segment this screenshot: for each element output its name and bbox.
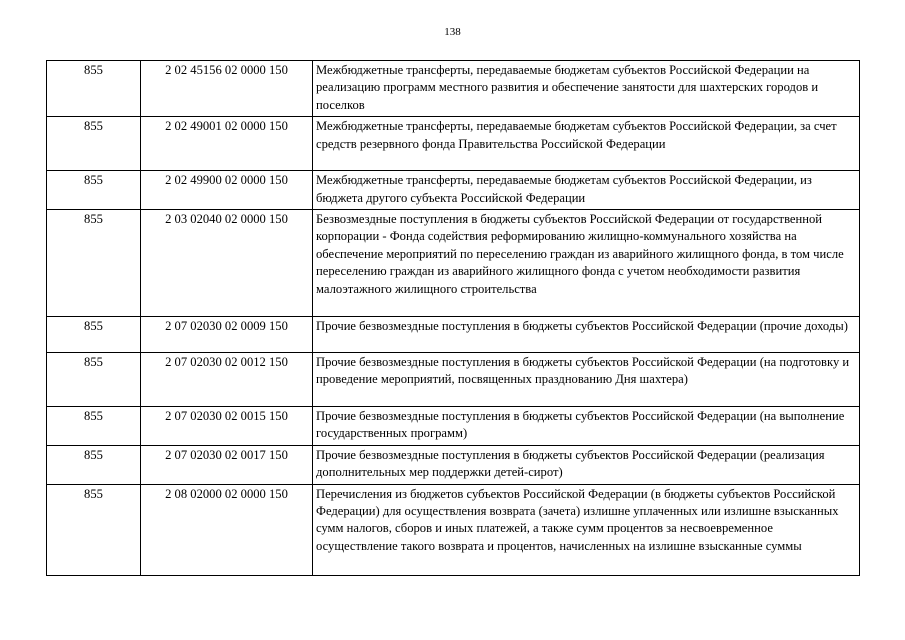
description-cell: Прочие безвозмездные поступления в бюджеты субъектов Российской Федерации (на выполнение государственных программ) bbox=[313, 407, 860, 446]
budget-classification-table bbox=[46, 60, 860, 576]
table-row bbox=[47, 445, 860, 484]
table-row bbox=[47, 171, 860, 210]
table-row bbox=[47, 61, 860, 117]
description-cell: Прочие безвозмездные поступления в бюджеты субъектов Российской Федерации (на подготовку и проведение мероприятий, посвященных празднованию Дня шахтера) bbox=[313, 353, 860, 407]
description-cell: Прочие безвозмездные поступления в бюджеты субъектов Российской Федерации (прочие доходы) bbox=[313, 317, 860, 353]
admin-code-cell: 855 bbox=[47, 117, 141, 171]
admin-code-cell: 855 bbox=[47, 353, 141, 407]
admin-code-cell: 855 bbox=[47, 210, 141, 317]
budget-code-cell: 2 08 02000 02 0000 150 bbox=[141, 484, 313, 575]
table-row bbox=[47, 117, 860, 171]
budget-code-cell: 2 02 49900 02 0000 150 bbox=[141, 171, 313, 210]
budget-code-cell: 2 07 02030 02 0015 150 bbox=[141, 407, 313, 446]
table-row bbox=[47, 317, 860, 353]
admin-code-cell: 855 bbox=[47, 61, 141, 117]
description-cell: Прочие безвозмездные поступления в бюджеты субъектов Российской Федерации (реализация дополнительных мер поддержки детей-сирот) bbox=[313, 445, 860, 484]
budget-code-cell: 2 02 49001 02 0000 150 bbox=[141, 117, 313, 171]
budget-code-cell: 2 07 02030 02 0009 150 bbox=[141, 317, 313, 353]
admin-code-cell: 855 bbox=[47, 484, 141, 575]
page-number: 138 bbox=[444, 26, 461, 38]
table-row bbox=[47, 353, 860, 407]
table-row bbox=[47, 484, 860, 575]
admin-code-cell: 855 bbox=[47, 407, 141, 446]
table-row bbox=[47, 210, 860, 317]
description-cell: Межбюджетные трансферты, передаваемые бюджетам субъектов Российской Федерации на реализацию программ местного развития и обеспечение занятости для шахтерских городов и поселков bbox=[313, 61, 860, 117]
description-cell: Перечисления из бюджетов субъектов Российской Федерации (в бюджеты субъектов Российской Федерации) для осуществления возврата (зачета) излишне уплаченных или излишне взысканных сумм налогов, сборов и иных платежей, а также сумм процентов за несвоевременное осуществление такого возврата и процентов, начисленных на излишне взысканные суммы bbox=[313, 484, 860, 575]
budget-code-cell: 2 07 02030 02 0012 150 bbox=[141, 353, 313, 407]
budget-code-cell: 2 03 02040 02 0000 150 bbox=[141, 210, 313, 317]
description-cell: Межбюджетные трансферты, передаваемые бюджетам субъектов Российской Федерации, за счет средств резервного фонда Правительства Российской Федерации bbox=[313, 117, 860, 171]
admin-code-cell: 855 bbox=[47, 317, 141, 353]
budget-code-cell: 2 02 45156 02 0000 150 bbox=[141, 61, 313, 117]
description-cell: Безвозмездные поступления в бюджеты субъектов Российской Федерации от государственной корпорации - Фонда содействия реформированию жилищно-коммунального хозяйства на обеспечение мероприятий по переселению граждан из аварийного жилищного фонда, в том числе переселению граждан из аварийного жилищного фонда с учетом необходимости развития малоэтажного жилищного строительства bbox=[313, 210, 860, 317]
admin-code-cell: 855 bbox=[47, 171, 141, 210]
description-cell: Межбюджетные трансферты, передаваемые бюджетам субъектов Российской Федерации, из бюджета другого субъекта Российской Федерации bbox=[313, 171, 860, 210]
budget-code-cell: 2 07 02030 02 0017 150 bbox=[141, 445, 313, 484]
table-row bbox=[47, 407, 860, 446]
admin-code-cell: 855 bbox=[47, 445, 141, 484]
